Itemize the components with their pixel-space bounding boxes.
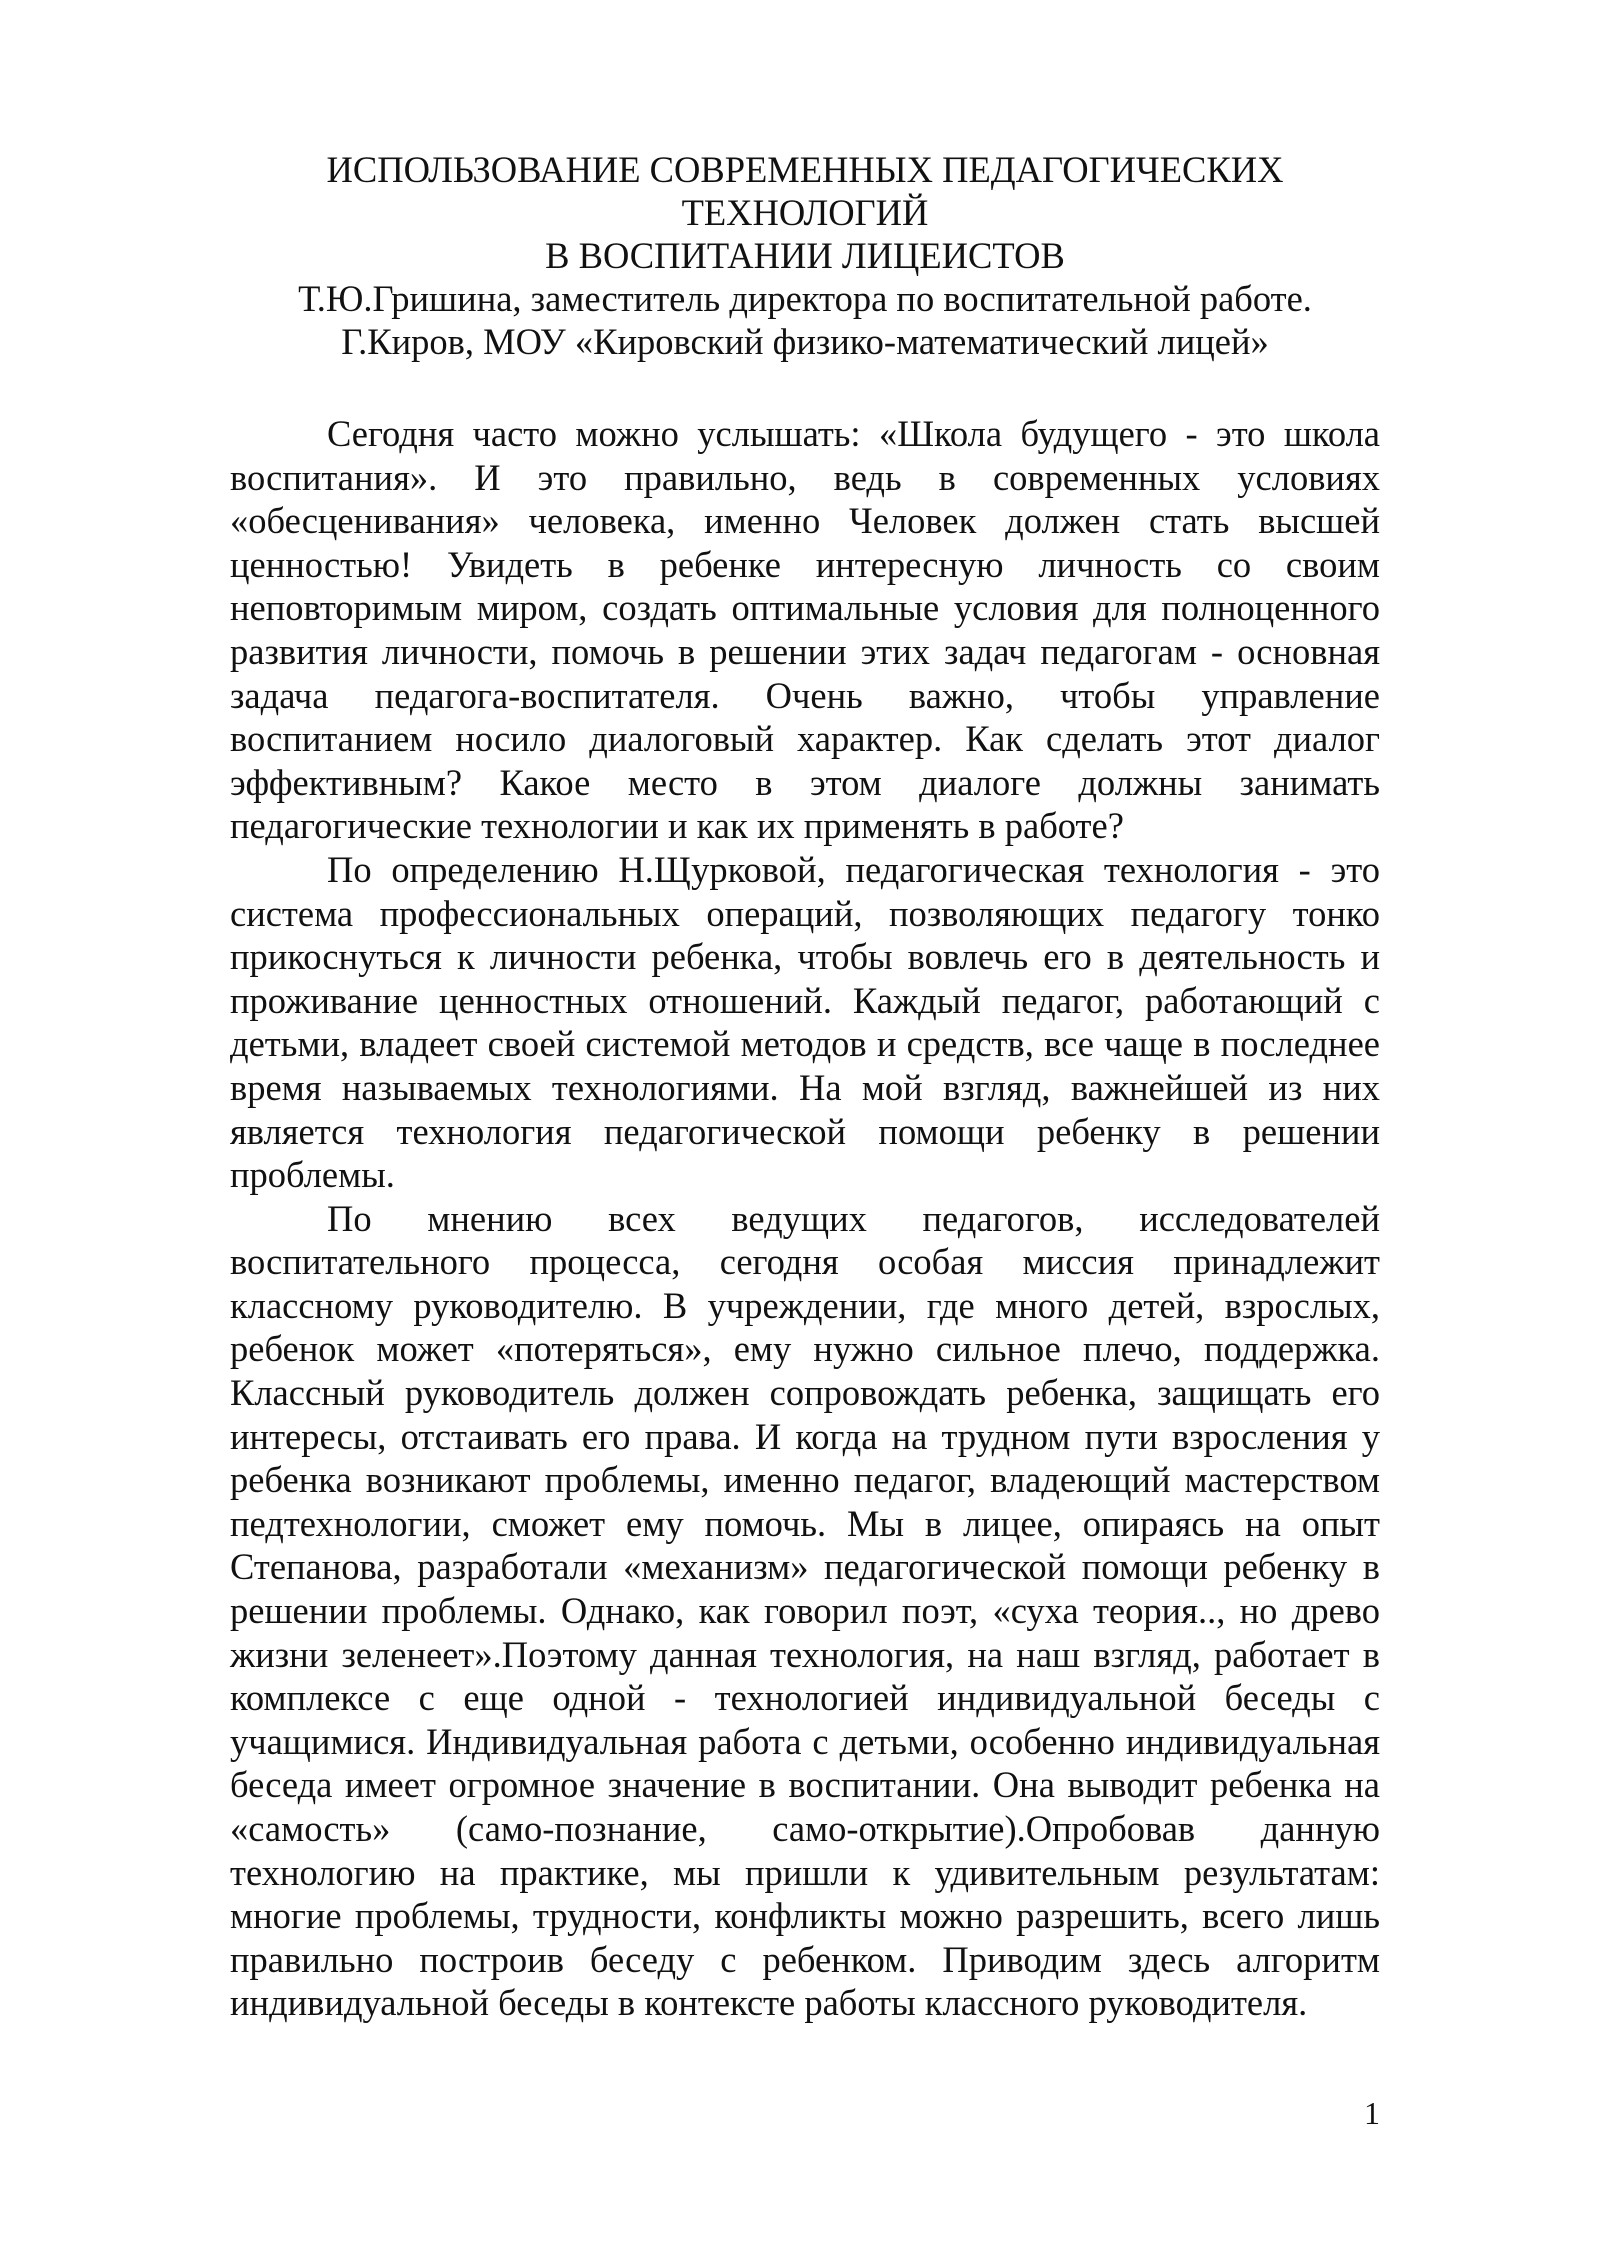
paragraph-1: Сегодня часто можно услышать: «Школа будущего - это школа воспитания». И это правильно, ведь в современных условиях «обесценивания» человека, именно Человек должен стать высшей ценностью! Увидеть в ребенке интересную личность со своим неповторимым миром, создать оптимальные условия для полноценного развития личности, помочь в решении этих задач педагогам - основная задача педагога-воспитателя. Очень важно, чтобы управление воспитанием носило диалоговый характер. Как сделать этот диалог эффективным? Какое место в этом диалоге должны занимать педагогические технологии и как их применять в работе? bbox=[230, 413, 1380, 847]
paragraph-2: По определению Н.Щурковой, педагогическая технология - это система профессиональных операций, позволяющих педагогу тонко прикоснуться к личности ребенка, чтобы вовлечь его в деятельность и проживание ценностных отношений. Каждый педагог, работающий с детьми, владеет своей системой методов и средств, все чаще в последнее время называемых технологиями. На мой взгляд, важнейшей из них является технология педагогической помощи ребенку в решении проблемы. bbox=[230, 848, 1380, 1196]
author-line: Т.Ю.Гришина, заместитель директора по воспитательной работе. bbox=[298, 278, 1312, 319]
affiliation-line: Г.Киров, МОУ «Кировский физико-математический лицей» bbox=[341, 321, 1269, 362]
paragraph-3: По мнению всех ведущих педагогов, исследователей воспитательного процесса, сегодня особая миссия принадлежит классному руководителю. В учреждении, где много детей, взрослых, ребенок может «потеряться», ему нужно сильное плечо, поддержка. Классный руководитель должен сопровождать ребенка, защищать его интересы, отстаивать его права. И когда на трудном пути взросления у ребенка возникают проблемы, именно педагог, владеющий мастерством педтехнологии, сможет ему помочь. Мы в лицее, опираясь на опыт Степанова, разработали «механизм» педагогической помощи ребенку в решении проблемы. Однако, как говорил поэт, «суха теория.., но древо жизни зеленеет».Поэтому данная технология, на наш взгляд, работает в комплексе с еще одной - технологией индивидуальной беседы с учащимися. Индивидуальная работа с детьми, особенно индивидуальная беседа имеет огромное значение в воспитании. Она выводит ребенка на «самость» (само-познание, само-открытие).Опробовав данную технологию на практике, мы пришли к удивительным результатам: многие проблемы, трудности, конфликты можно разрешить, всего лишь правильно построив беседу с ребенком. Приводим здесь алгоритм индивидуальной беседы в контексте работы классного руководителя. bbox=[230, 1197, 1380, 2024]
body-text bbox=[230, 412, 1380, 2025]
document-header bbox=[230, 148, 1380, 363]
title-line-3: В ВОСПИТАНИИ ЛИЦЕИСТОВ bbox=[545, 235, 1065, 276]
title-line-2: ТЕХНОЛОГИЙ bbox=[681, 192, 929, 233]
page-number: 1 bbox=[1364, 2095, 1380, 2131]
title-line-1: ИСПОЛЬЗОВАНИЕ СОВРЕМЕННЫХ ПЕДАГОГИЧЕСКИХ bbox=[326, 149, 1284, 190]
